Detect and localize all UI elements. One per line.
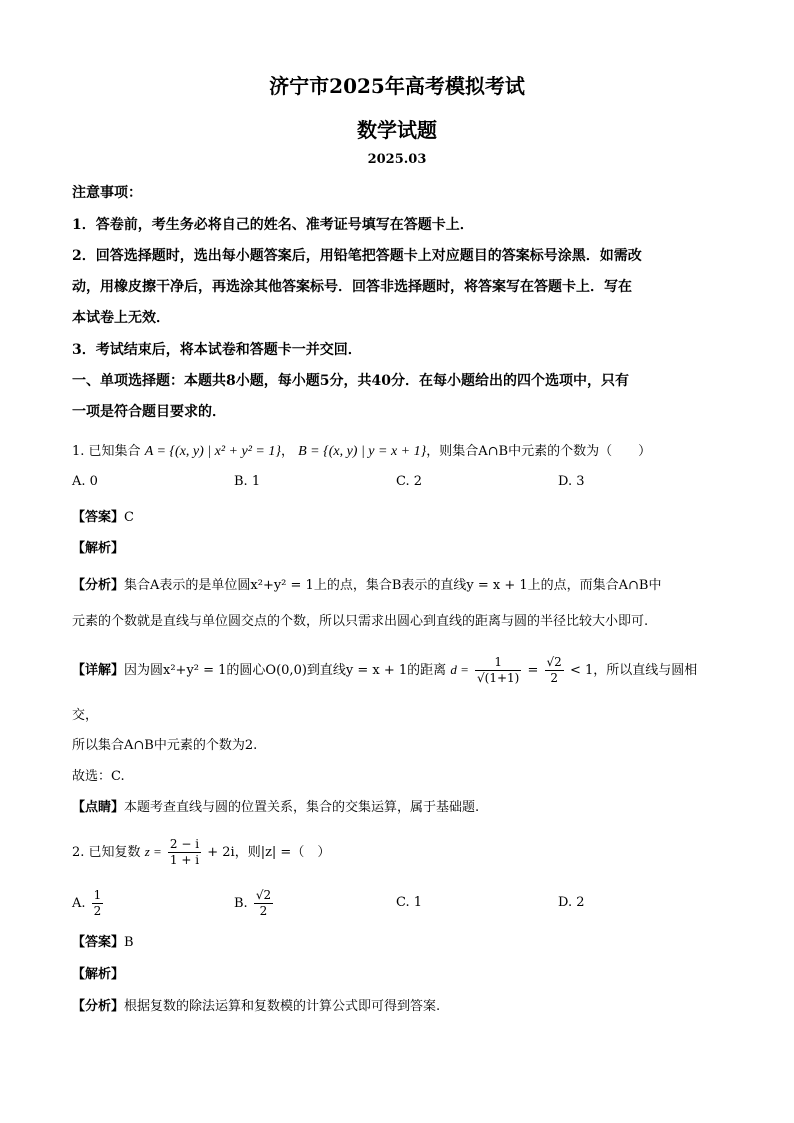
q2-option-a: A. $\frac{1}{2}$ (72, 888, 102, 918)
q1-xiangjie-line-2: 交， (72, 708, 99, 723)
q2-prefix: 2. 已知复数 (72, 845, 141, 860)
q2-option-b: B. $\frac{√2}{2}$ (234, 888, 272, 918)
sqrt2-over-2-fraction: $\frac{√2}{2}$ (546, 655, 562, 685)
distance-symbol: d = (450, 662, 469, 677)
notice-item-3: 3．考试结束后，将本试卷和答题卡一并交回． (72, 342, 362, 358)
q1-answer (72, 506, 732, 525)
page-subtitle: 数学试题 (357, 118, 437, 142)
exam-date: 2025.03 (367, 152, 427, 167)
notice-item-2-line-3: 本试卷上无效． (72, 310, 170, 326)
notice-item-1: 1．答卷前，考生务必将自己的姓名、准考证号填写在答题卡上． (72, 217, 474, 233)
page-title: 济宁市2025年高考模拟考试 (269, 74, 525, 98)
dianjing-tag: 【点睛】 (72, 800, 125, 815)
section-heading-line-2: 一项是符合题目要求的． (72, 404, 226, 420)
q1-fenxi-line-2: 元素的个数就是直线与单位圆交点的个数，所以只需求出圆心到直线的距离与圆的半径比较大小即可. (72, 614, 649, 629)
equals-sign: = (527, 663, 539, 678)
q1-comma: ， (280, 444, 294, 459)
q2-option-d: D. 2 (558, 895, 585, 910)
q2-option-c: C. 1 (396, 895, 423, 910)
q1-set-a: A = {(x, y) | x² + y² = 1} (144, 444, 281, 459)
q1-xiangjie-line-3: 所以集合A∩B中元素的个数为2. (72, 738, 258, 753)
fenxi-tag: 【分析】 (72, 578, 125, 593)
q1-fenxi-line-1 (72, 574, 732, 593)
q1-option-d: D. 3 (558, 474, 585, 489)
fenxi-text: 根据复数的除法运算和复数模的计算公式即可得到答案. (124, 999, 441, 1014)
notice-item-2-line-1: 2．回答选择题时，选出每小题答案后，用铅笔把答题卡上对应题目的答案标号涂黑．如需改 (72, 248, 642, 264)
distance-fraction: $\frac{1}{√(1+1)}$ (477, 655, 520, 685)
q1-suffix: ，则集合A∩B中元素的个数为（ ） (426, 444, 652, 459)
q1-analysis-tag: 【解析】 (72, 541, 125, 556)
q2-z-symbol: z = (144, 844, 162, 859)
dianjing-text: 本题考查直线与圆的位置关系，集合的交集运算，属于基础题. (124, 800, 480, 815)
q2-fenxi (72, 995, 732, 1014)
answer-value: B (124, 935, 134, 950)
answer-value: C (124, 510, 134, 525)
fenxi-tag: 【分析】 (72, 999, 125, 1014)
xiangjie-text-a: 因为圆x²+y² = 1的圆心O(0,0)到直线y = x + 1的距离 (124, 663, 447, 678)
q2-option-a-fraction: $\frac{1}{2}$ (93, 888, 102, 918)
q2-option-b-fraction: $\frac{√2}{2}$ (255, 888, 272, 918)
question-2-stem (72, 832, 732, 872)
q1-option-a: A. 0 (72, 474, 98, 489)
q1-choice: 故选：C. (72, 769, 125, 784)
q1-option-b: B. 1 (234, 474, 261, 489)
q1-set-b: B = {(x, y) | y = x + 1} (298, 444, 427, 459)
q2-answer (72, 931, 732, 950)
answer-tag: 【答案】 (72, 935, 125, 950)
notice-item-2-line-2: 动，用橡皮擦干净后，再选涂其他答案标号．回答非选择题时，将答案写在答题卡上．写在 (72, 279, 632, 295)
notice-heading: 注意事项： (72, 185, 142, 201)
fenxi-text: 集合A表示的是单位圆x²+y² = 1上的点，集合B表示的直线y = x + 1上的点，而集合A∩B中 (124, 578, 662, 593)
answer-tag: 【答案】 (72, 510, 125, 525)
q2-plus-term: + 2i (207, 845, 235, 860)
xiangjie-tag: 【详解】 (72, 663, 125, 678)
section-heading-line-1: 一、单项选择题：本题共8小题，每小题5分，共40分．在每小题给出的四个选项中，只有 (72, 373, 629, 389)
q2-suffix: ，则|z| =（ ） (234, 845, 331, 860)
xiangjie-text-b: < 1，所以直线与圆相 (569, 663, 698, 678)
question-1-stem (72, 440, 732, 460)
q1-xiangjie-line-1 (72, 650, 732, 690)
q1-prefix: 1. 已知集合 (72, 444, 141, 459)
q2-analysis-tag: 【解析】 (72, 967, 125, 982)
q2-fraction: $\frac{2 - i}{1 + i}$ (169, 837, 200, 867)
q1-dianjing (72, 796, 732, 815)
q1-option-c: C. 2 (396, 474, 423, 489)
